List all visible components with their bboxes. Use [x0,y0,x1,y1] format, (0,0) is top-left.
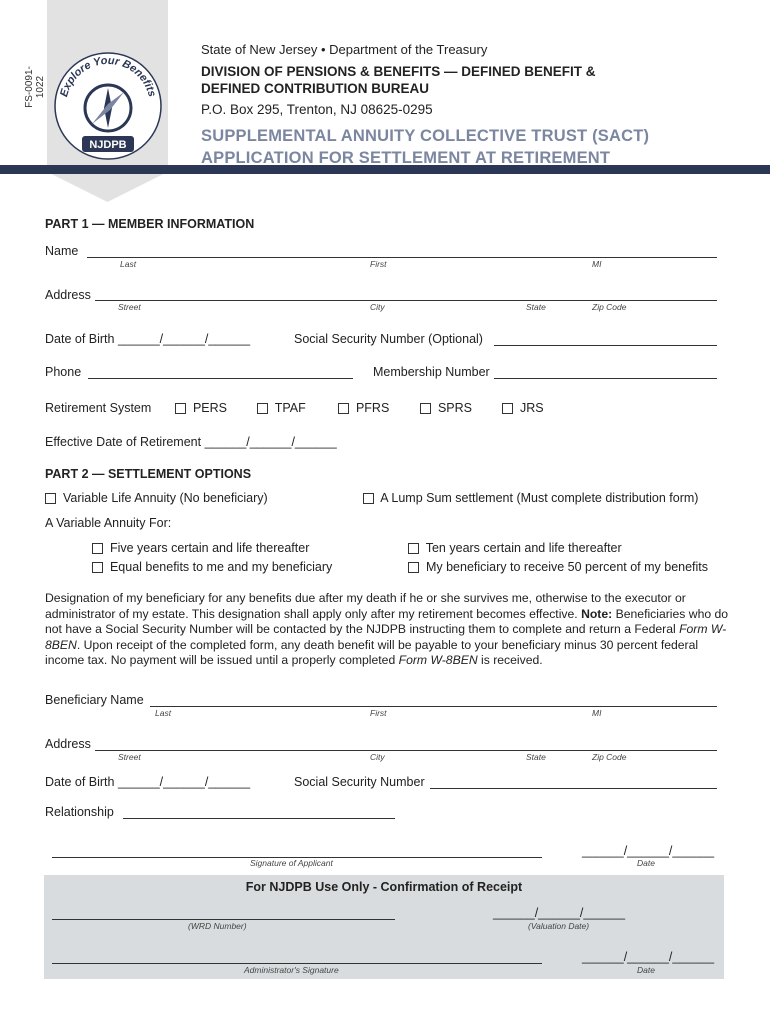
checkbox[interactable] [502,403,513,414]
ben-name-sub-first: First [370,708,387,718]
address-sub-street: Street [118,302,141,312]
admin-signature-sub: Administrator's Signature [244,965,339,975]
va-option-fifty-percent-label: My beneficiary to receive 50 percent of my benefits [425,560,709,574]
beneficiary-name-field[interactable] [150,706,717,707]
name-sub-last: Last [120,259,137,269]
part1-heading: PART 1 — MEMBER INFORMATION [45,217,255,231]
paragraph-text-4: is received. [481,653,543,668]
effective-date-field[interactable]: Effective Date of Retirement ______/______/______ [45,435,337,449]
va-option-five-years[interactable] [92,541,309,555]
checkbox[interactable] [338,403,349,414]
va-option-five-years-label: Five years certain and life thereafter [109,541,310,555]
paragraph-text-1: Designation of my beneficiary for any benefits due after my death if he or she survives me, otherwise to the executor or administrator of my estate. This designation shall apply only after my retirement becomes effective. [45,591,686,621]
checkbox[interactable] [92,543,103,554]
option-variable-life-label: Variable Life Annuity (No beneficiary) [62,491,268,505]
phone-label: Phone [45,365,82,379]
paragraph-text-3: . Upon receipt of the completed form, any death benefit will be payable to your beneficiary minus 30 percent federal income tax. No payment will be issued until a properly completed [45,637,699,668]
variable-annuity-for-label: A Variable Annuity For: [45,516,172,530]
address-sub-city: City [370,302,385,312]
va-option-ten-years[interactable] [408,541,622,555]
address-sub-zip: Zip Code [592,302,627,312]
part2-heading: PART 2 — SETTLEMENT OPTIONS [45,467,252,481]
ben-address-sub-zip: Zip Code [592,752,627,762]
va-option-ten-years-label: Ten years certain and life thereafter [425,541,622,555]
admin-date-field[interactable]: ______/______/______ [582,950,715,964]
njdpb-logo [52,50,164,162]
designation-paragraph [45,591,730,669]
system-sprs[interactable] [420,401,472,415]
checkbox[interactable] [363,493,374,504]
form-code: FS-0091-1022 [24,66,46,108]
ben-dob-field[interactable]: Date of Birth ______/______/______ [45,775,251,789]
applicant-date-field[interactable]: ______/______/______ [582,844,715,858]
va-option-equal-benefits[interactable] [92,560,332,574]
ben-address-label: Address [45,737,91,751]
system-tpaf[interactable] [257,401,306,415]
signature-sub: Signature of Applicant [250,858,333,868]
checkbox[interactable] [408,543,419,554]
relationship-label: Relationship [45,805,114,819]
ben-name-sub-last: Last [155,708,172,718]
ben-address-sub-street: Street [118,752,141,762]
ben-ssn-field[interactable] [430,788,717,789]
checkbox[interactable] [257,403,268,414]
ssn-label: Social Security Number (Optional) [294,332,483,346]
paragraph-text-2: Beneficiaries who do not have a Social Security Number will be contacted by the NJDPB instructing them to complete and return a Federal [45,606,729,637]
address-label: Address [45,288,91,302]
membership-field[interactable] [494,378,717,379]
checkbox[interactable] [408,562,419,573]
system-tpaf-label: TPAF [274,401,306,415]
valuation-date-field[interactable]: ______/______/______ [493,906,626,920]
checkbox[interactable] [175,403,186,414]
system-pers-label: PERS [192,401,227,415]
dob-field[interactable]: Date of Birth ______/______/______ [45,332,251,346]
system-jrs-label: JRS [519,401,544,415]
name-field[interactable] [87,257,717,258]
address-field[interactable] [95,300,717,301]
system-pers[interactable] [175,401,227,415]
va-option-equal-benefits-label: Equal benefits to me and my beneficiary [109,560,333,574]
agency-line: State of New Jersey • Department of the Treasury [201,42,488,57]
ben-address-sub-state: State [526,752,546,762]
name-label: Name [45,244,79,258]
valuation-date-sub: (Valuation Date) [528,921,590,931]
va-option-fifty-percent[interactable] [408,560,708,574]
division-name: DIVISION OF PENSIONS & BENEFITS — DEFINED BENEFIT & DEFINED CONTRIBUTION BUREAU [201,64,596,96]
note-label: Note: [581,606,613,621]
logo-badge-text: NJDPB [89,139,127,151]
option-lump-sum[interactable] [363,491,698,505]
ben-address-field[interactable] [95,750,717,751]
option-lump-sum-label: A Lump Sum settlement (Must complete distribution form) [380,491,699,505]
membership-label: Membership Number [373,365,490,379]
checkbox[interactable] [420,403,431,414]
checkbox[interactable] [45,493,56,504]
relationship-field[interactable] [123,818,395,819]
system-pfrs-label: PFRS [355,401,390,415]
wrd-number-sub: (WRD Number) [188,921,247,931]
form-w8ben-ref-2: Form W-8BEN [398,653,478,668]
ben-ssn-label: Social Security Number [294,775,425,789]
applicant-date-sub: Date [637,858,655,868]
system-pfrs[interactable] [338,401,389,415]
name-sub-first: First [370,259,387,269]
retirement-system-label: Retirement System [45,401,152,415]
beneficiary-name-label: Beneficiary Name [45,693,144,707]
office-use-heading: For NJDPB Use Only - Confirmation of Receipt [245,880,523,894]
logo-arc-text: Explore Your Benefits [58,54,158,99]
name-sub-mi: MI [592,259,602,269]
address-sub-state: State [526,302,546,312]
system-jrs[interactable] [502,401,544,415]
system-sprs-label: SPRS [437,401,472,415]
ben-name-sub-mi: MI [592,708,602,718]
agency-address: P.O. Box 295, Trenton, NJ 08625-0295 [201,102,433,117]
form-title: SUPPLEMENTAL ANNUITY COLLECTIVE TRUST (SACT) APPLICATION FOR SETTLEMENT AT RETIREMENT [201,127,650,167]
admin-signature-field[interactable] [52,963,542,964]
ssn-field[interactable] [494,345,717,346]
form-w8ben-ref: Form W-8BEN [45,622,727,652]
phone-field[interactable] [88,378,353,379]
admin-date-sub: Date [637,965,655,975]
option-variable-life[interactable] [45,491,268,505]
checkbox[interactable] [92,562,103,573]
wrd-number-field[interactable] [52,919,395,920]
ben-address-sub-city: City [370,752,385,762]
